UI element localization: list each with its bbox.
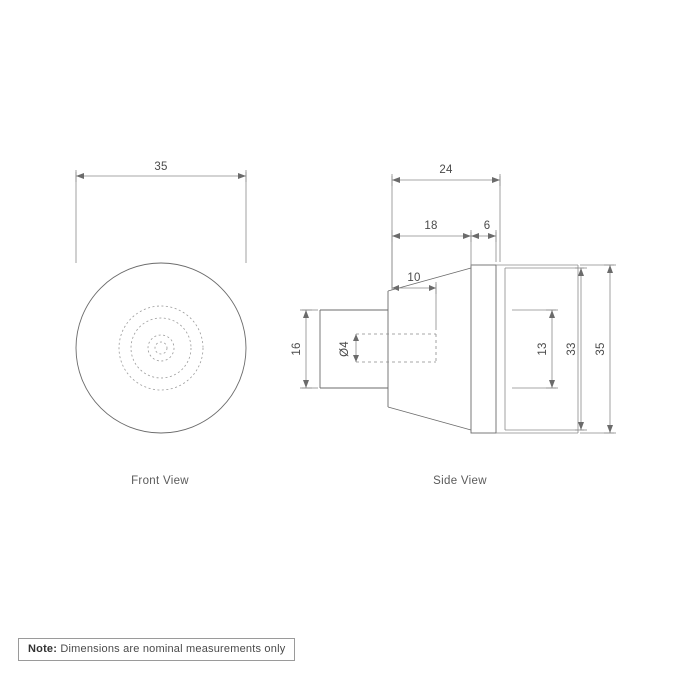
side-outer-height-label: 35 [595,342,607,356]
side-base-diameter-label: 16 [291,342,303,356]
front-view [76,161,246,433]
front-arrow-left [76,173,84,179]
side-arrow-d4-top [353,334,359,341]
side-arrow-24-left [392,177,400,183]
note-box [18,638,295,661]
side-arrow-10-right [429,285,436,291]
side-arrow-13-top [549,310,555,318]
side-taper-length-label: 10 [407,272,421,284]
side-arrow-16-bottom [303,380,309,388]
side-bore-dashed [356,334,436,362]
side-arrow-35-top [607,265,613,273]
side-overall-length-label: 24 [439,164,453,176]
side-taper-outline [388,268,471,430]
side-arrow-24-right [492,177,500,183]
side-view-caption: Side View [433,475,487,487]
side-body-length-label: 18 [424,220,438,232]
side-mid-height-label: 33 [566,342,578,356]
side-arrow-16-top [303,310,309,318]
note-text: Dimensions are nominal measurements only [60,643,286,655]
front-arrow-right [238,173,246,179]
side-arrow-33-top [578,268,584,276]
side-arrow-10-left [392,285,399,291]
side-arrow-33-bottom [578,422,584,430]
side-arrow-6-right [488,233,496,239]
front-diameter-label: 35 [154,161,168,173]
side-arrow-13-bottom [549,380,555,388]
note-label: Note: [28,643,58,655]
side-flange-thickness-label: 6 [483,220,491,232]
side-view [291,164,616,433]
side-arrow-18-right [463,233,471,239]
front-ring-mid [131,318,191,378]
front-view-caption: Front View [131,475,189,487]
side-flange [471,265,496,433]
front-ring-small [148,335,174,361]
front-outer-circle [76,263,246,433]
side-rear-stub [320,310,388,388]
front-center-hole [155,342,167,354]
side-tip-hole-label: Ø4 [339,341,351,357]
side-arrow-d4-bottom [353,355,359,362]
front-ring-large [119,306,203,390]
side-arrow-6-left [471,233,479,239]
side-arrow-18-left [392,233,400,239]
side-inner-height-label: 13 [537,342,549,356]
side-arrow-35-bottom [607,425,613,433]
